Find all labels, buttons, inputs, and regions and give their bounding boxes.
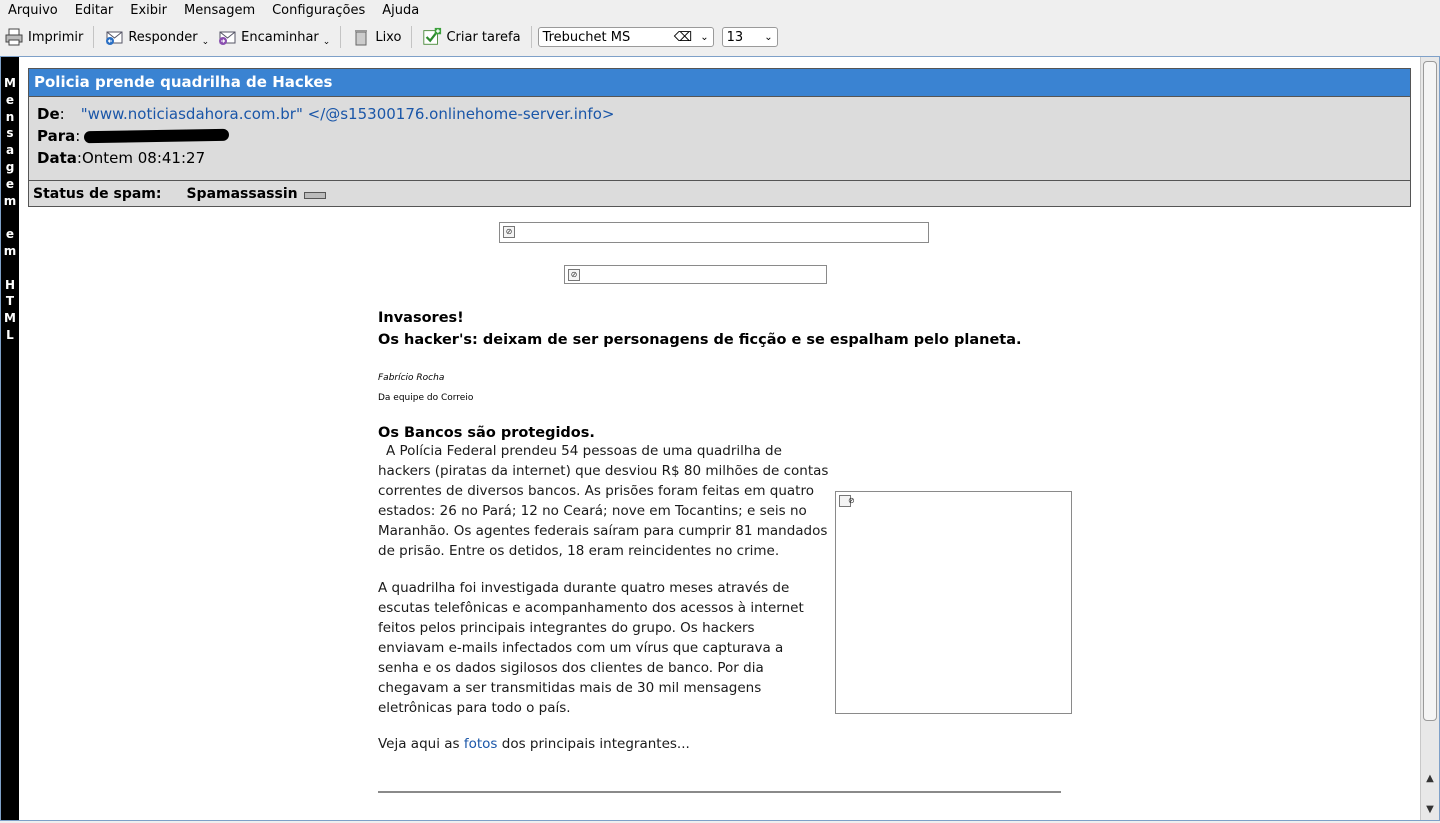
sidebar-letter: e — [5, 92, 15, 107]
spam-score-bar — [304, 192, 326, 199]
task-icon — [422, 27, 442, 47]
paragraph-1-text: A Polícia Federal prendeu 54 pessoas de uma quadrilha de hackers (piratas da internet) que desviou R$ 80 milhões de contas correntes de diversos bancos. As prisões foram feitas em quatro estados: 26 no Pará; 12 no Ceará; nove em Tocantins; e seis no Maranhão. Os agentes federais saíram para cumprir 81 mandados de prisão. Entre os detidos, 18 eram reincidentes no crime. — [378, 443, 829, 559]
article — [378, 307, 1068, 754]
sidebar-letter: M — [4, 311, 16, 326]
chevron-down-icon[interactable]: ⌄ — [700, 31, 709, 43]
font-size-select[interactable] — [722, 27, 778, 47]
reply-icon — [104, 27, 124, 47]
spam-status-row — [29, 181, 1410, 206]
menu-exibir[interactable]: Exibir — [130, 2, 167, 18]
article-team: Da equipe do Correio — [378, 393, 474, 403]
reply-button[interactable] — [100, 23, 213, 51]
sidebar-letter: g — [5, 159, 15, 174]
sidebar-letter: M — [4, 76, 16, 90]
broken-image-icon: ⊘ — [839, 495, 851, 507]
date-row: Data : Ontem 08:41:27 — [37, 149, 206, 167]
scroll-down-icon[interactable]: ▼ — [1426, 804, 1434, 815]
to-row: Para : — [37, 125, 1402, 147]
sidebar-letter — [1, 209, 19, 226]
spam-status-value: Spamassassin — [186, 185, 298, 202]
date-label: Data — [37, 149, 77, 167]
section-heading: Os Bancos são protegidos. — [378, 425, 595, 441]
toolbar-separator — [340, 26, 341, 48]
from-label: De — [37, 105, 60, 123]
trash-icon — [351, 27, 371, 47]
sidebar-letter: e — [5, 176, 15, 191]
from-value[interactable]: "www.noticiasdahora.com.br" </@s15300176.onlinehome-server.info> — [80, 105, 615, 123]
create-task-label: Criar tarefa — [446, 29, 521, 45]
header-fields — [29, 97, 1410, 181]
trash-button[interactable] — [347, 23, 405, 51]
photos-link[interactable]: fotos — [463, 736, 498, 752]
printer-icon — [4, 27, 24, 47]
forward-button[interactable] — [213, 23, 334, 51]
article-subtitle: Os hacker's: deixam de ser personagens de ficção e se espalham pelo planeta. — [378, 332, 1022, 348]
toolbar-separator — [93, 26, 94, 48]
paragraph-3-pre: Veja aqui as — [378, 736, 464, 752]
toolbar-separator — [531, 26, 532, 48]
sidebar-letter: m — [3, 243, 17, 258]
sidebar-letter: s — [6, 126, 14, 141]
toolbar — [0, 21, 1440, 53]
clear-icon[interactable]: ⌫ — [673, 29, 693, 45]
reply-dropdown-icon[interactable]: ⌄ — [201, 37, 210, 47]
menu-arquivo[interactable]: Arquivo — [8, 2, 58, 18]
date-value: Ontem 08:41:27 — [81, 149, 206, 167]
broken-image-icon: ⊘ — [568, 269, 580, 281]
forward-icon — [217, 27, 237, 47]
font-family-value: Trebuchet MS — [542, 29, 631, 45]
broken-image-photo — [835, 491, 1072, 714]
menu-editar[interactable]: Editar — [74, 2, 114, 18]
sidebar-letter: n — [5, 109, 15, 124]
sidebar-letter: a — [5, 143, 15, 158]
message-header — [28, 68, 1411, 207]
article-divider — [378, 791, 1061, 793]
sidebar-letter: H — [4, 277, 16, 292]
to-label: Para — [37, 127, 76, 145]
paragraph-3 — [378, 734, 1068, 754]
sidebar-letter — [1, 260, 19, 277]
message-frame — [0, 56, 1440, 821]
sidebar-letter: T — [5, 294, 15, 309]
menu-ajuda[interactable]: Ajuda — [382, 2, 420, 18]
toolbar-separator — [411, 26, 412, 48]
menu-configuracoes[interactable]: Configurações — [272, 2, 366, 18]
create-task-button[interactable] — [418, 23, 524, 51]
print-label: Imprimir — [28, 29, 84, 45]
reply-label: Responder — [128, 29, 198, 45]
chevron-down-icon[interactable]: ⌄ — [764, 31, 773, 43]
scroll-up-icon[interactable]: ▲ — [1426, 773, 1434, 784]
font-family-select[interactable] — [538, 27, 714, 47]
paragraph-1 — [378, 441, 1068, 561]
menu-bar — [0, 0, 1440, 20]
forward-dropdown-icon[interactable]: ⌄ — [322, 37, 331, 47]
font-size-value: 13 — [726, 29, 744, 45]
html-message-sidebar — [1, 57, 19, 820]
menu-mensagem[interactable]: Mensagem — [184, 2, 256, 18]
paragraph-2: A quadrilha foi investigada durante quatro meses através de escutas telefônicas e acompanhamento dos acessos à internet feitos pelos principais integrantes do grupo. Os hackers enviavam e-mails infectados com um vírus que capturava a senha e os dados sigilosos dos clientes de banco. Por dia chegavam a ser transmitidas mais de 30 mil mensagens eletrônicas para todo o país. — [378, 580, 804, 716]
sidebar-letter: m — [3, 193, 17, 208]
message-subject: Policia prende quadrilha de Hackes — [29, 69, 1410, 97]
from-row: De : "www.noticiasdahora.com.br" </@s15300176.onlinehome-server.info> — [37, 105, 615, 123]
broken-image-logo — [564, 265, 827, 284]
broken-image-banner — [499, 222, 929, 243]
sidebar-letter: L — [6, 327, 14, 342]
sidebar-letter: e — [5, 227, 15, 242]
print-button[interactable] — [0, 23, 87, 51]
vertical-scrollbar[interactable] — [1420, 57, 1439, 820]
trash-label: Lixo — [375, 29, 402, 45]
scrollbar-thumb[interactable] — [1423, 61, 1437, 721]
paragraph-3-post: dos principais integrantes... — [497, 736, 690, 752]
message-content — [19, 57, 1420, 820]
forward-label: Encaminhar — [241, 29, 319, 45]
redacted-recipient — [84, 129, 229, 144]
article-title: Invasores! — [378, 310, 464, 326]
broken-image-icon: ⊘ — [503, 226, 515, 238]
spam-status-label: Status de spam: — [33, 185, 162, 202]
article-author: Fabrício Rocha — [378, 373, 445, 383]
